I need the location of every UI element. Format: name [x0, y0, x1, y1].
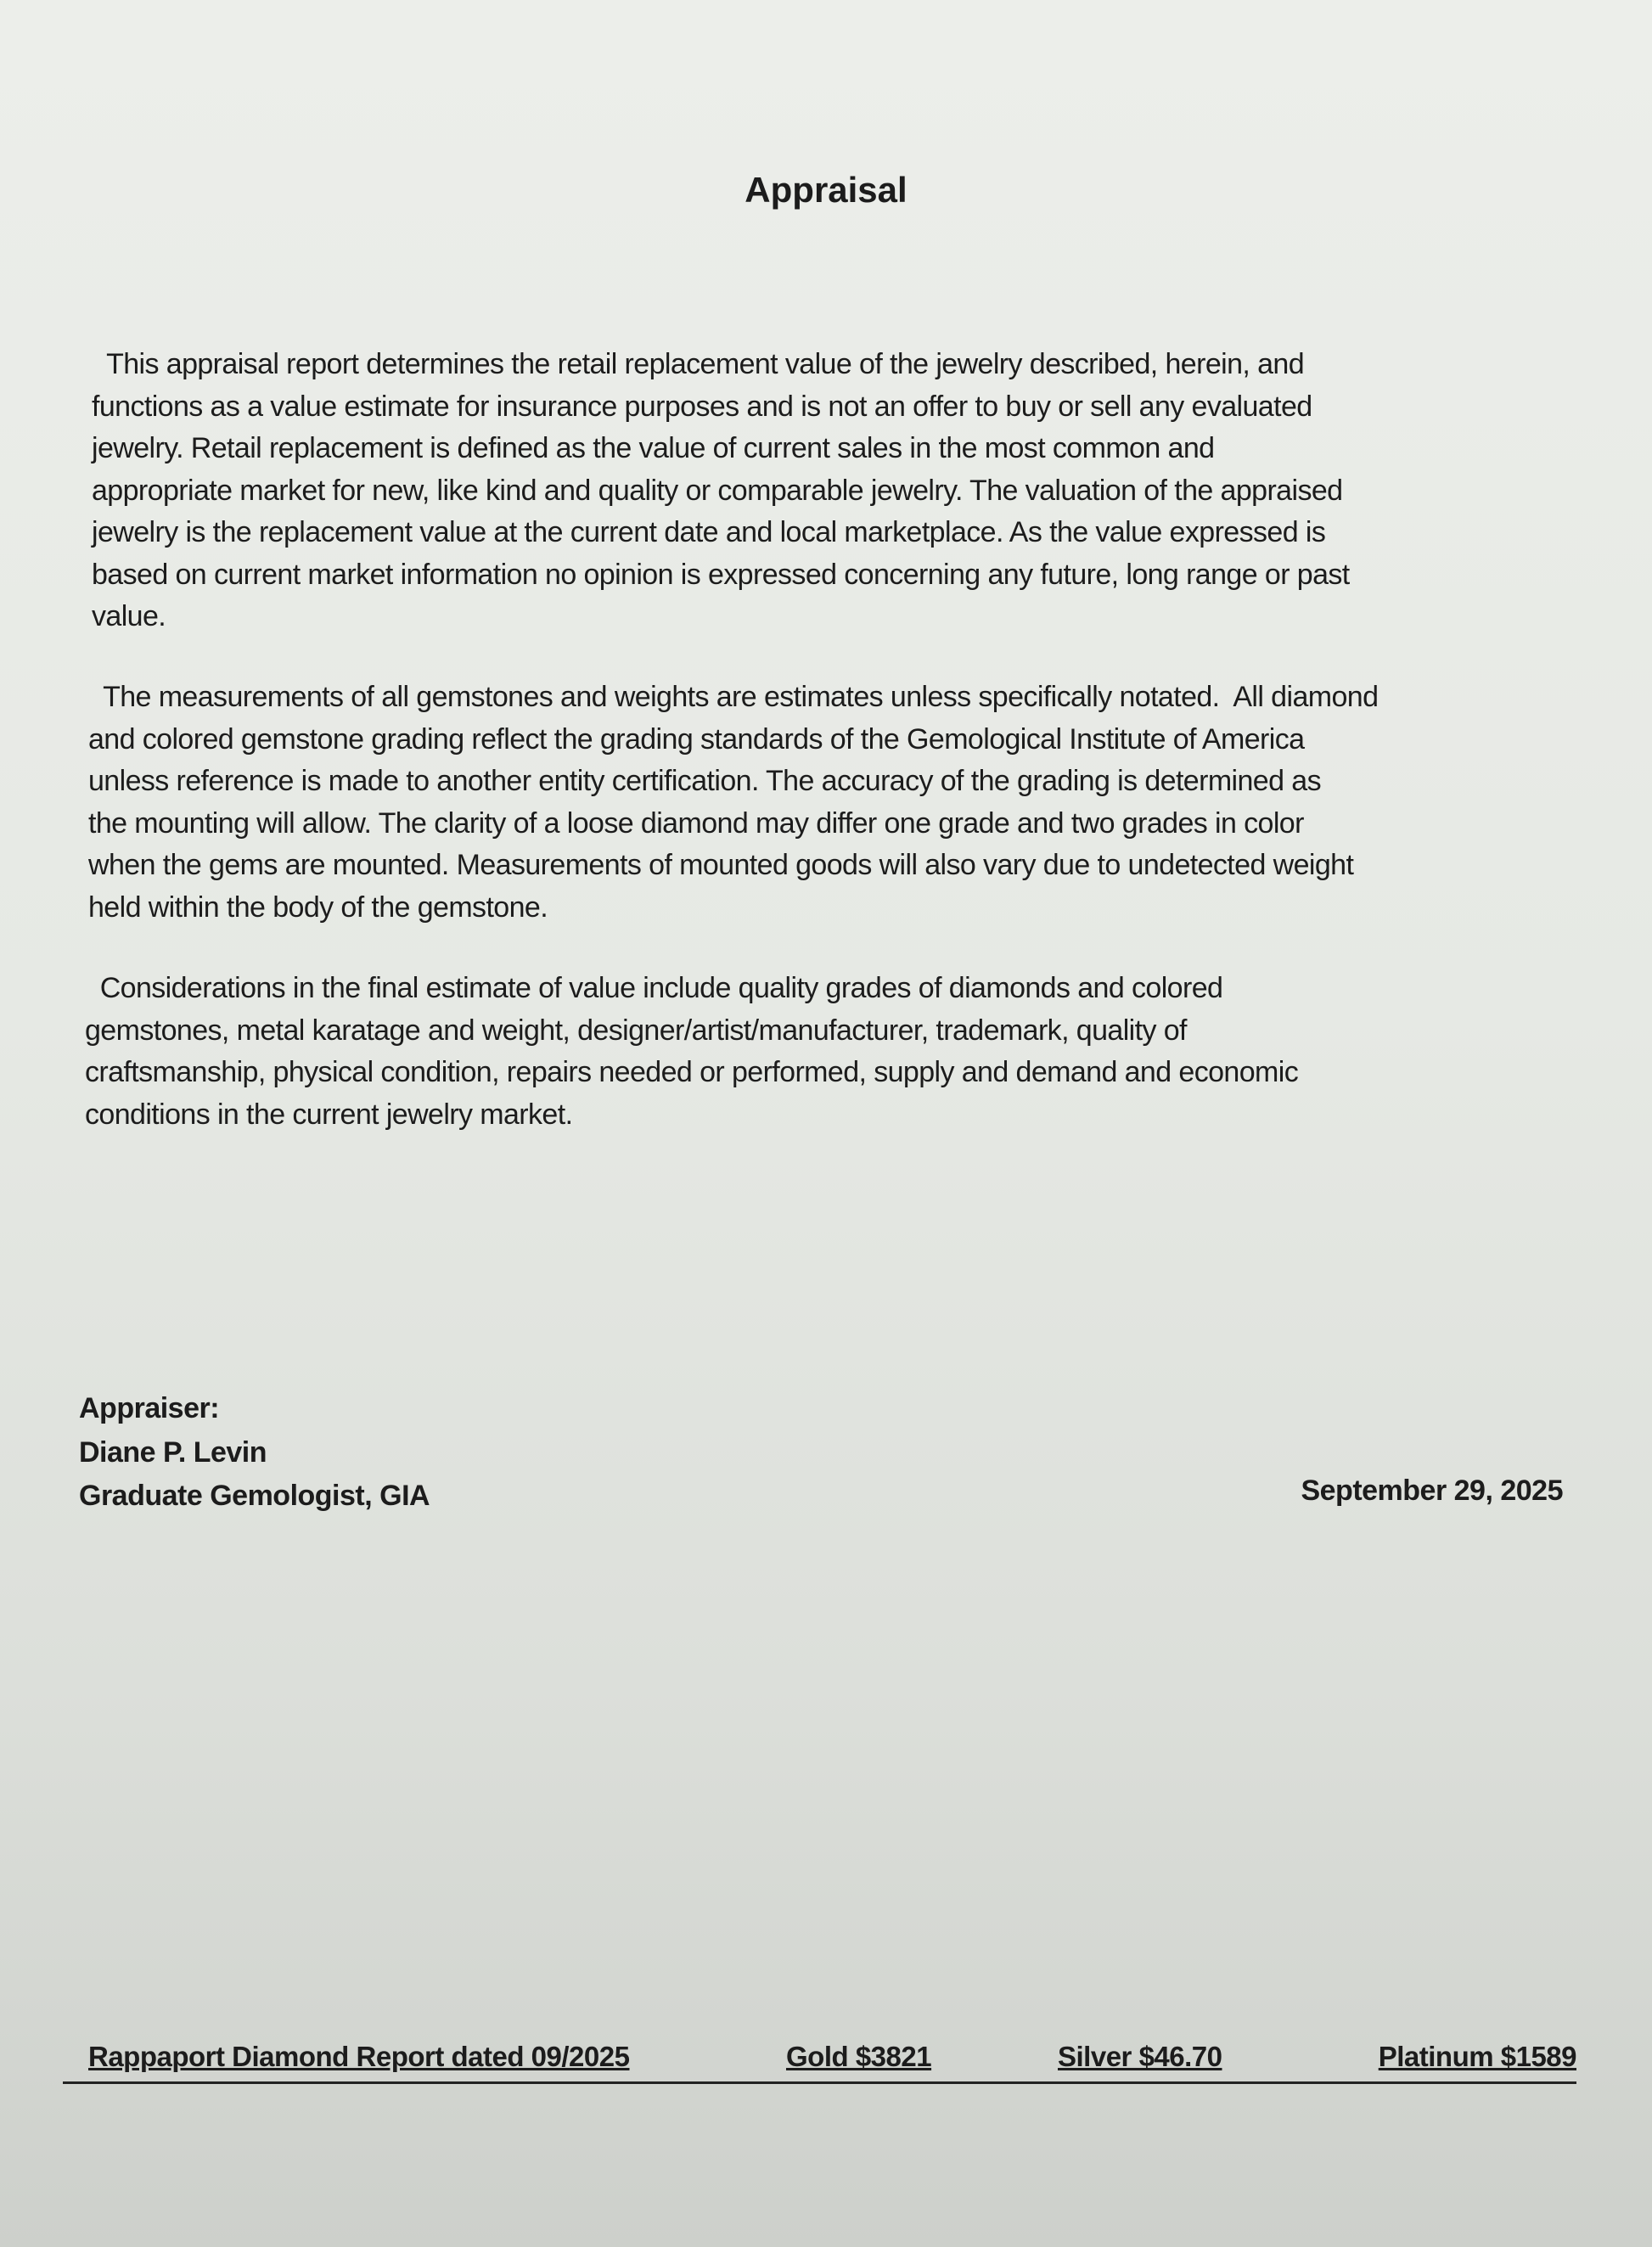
- text-line: value.: [92, 600, 166, 632]
- paragraph-measurements: [88, 677, 1582, 929]
- silver-price: Silver $46.70: [1058, 2041, 1222, 2072]
- text-line: craftsmanship, physical condition, repairs needed or performed, supply and demand and economic: [85, 1056, 1299, 1088]
- text-line: jewelry is the replacement value at the current date and local marketplace. As the value expressed is: [92, 516, 1326, 548]
- text-line: This appraisal report determines the retail replacement value of the jewelry described, herein, and: [92, 348, 1305, 380]
- text-line: when the gems are mounted. Measurements of mounted goods will also vary due to undetected weight: [88, 849, 1354, 881]
- appraiser-block: [79, 1387, 430, 1519]
- text-line: Considerations in the final estimate of value include quality grades of diamonds and colored: [85, 972, 1223, 1004]
- text-line: based on current market information no opinion is expressed concerning any future, long range or past: [92, 558, 1350, 591]
- appraiser-credential: Graduate Gemologist, GIA: [79, 1480, 430, 1512]
- text-line: conditions in the current jewelry market.: [85, 1098, 573, 1131]
- document-title: [0, 170, 1652, 211]
- text-line: the mounting will allow. The clarity of a loose diamond may differ one grade and two grades in color: [88, 806, 1304, 840]
- text-line: appropriate market for new, like kind and quality or comparable jewelry. The valuation of the appraised: [92, 474, 1343, 507]
- text-line: unless reference is made to another entity certification. The accuracy of the grading is determined as: [88, 765, 1321, 797]
- text-line: The measurements of all gemstones and weights are estimates unless specifically notated. All diamond: [88, 681, 1379, 713]
- text-line: held within the body of the gemstone.: [88, 890, 548, 924]
- gold-price: Gold $3821: [786, 2041, 932, 2072]
- text-line: jewelry. Retail replacement is defined as the value of current sales in the most common and: [92, 432, 1215, 464]
- appraiser-label: Appraiser:: [79, 1392, 220, 1424]
- appraiser-name: Diane P. Levin: [79, 1435, 267, 1469]
- paragraph-considerations: [85, 968, 1579, 1136]
- platinum-price: Platinum $1589: [1378, 2041, 1576, 2072]
- text-line: gemstones, metal karatage and weight, designer/artist/manufacturer, trademark, quality of: [85, 1014, 1187, 1047]
- paragraph-purpose: [92, 344, 1586, 638]
- appraisal-date: September 29, 2025: [1301, 1475, 1563, 1507]
- text-line: functions as a value estimate for insurance purposes and is not an offer to buy or sell any evaluated: [92, 390, 1312, 423]
- text-line: and colored gemstone grading reflect the grading standards of the Gemological Institute of America: [88, 722, 1305, 756]
- title-text: Appraisal: [745, 170, 907, 210]
- market-prices-footer: [63, 2041, 1576, 2084]
- rappaport-report: Rappaport Diamond Report dated 09/2025: [88, 2041, 630, 2072]
